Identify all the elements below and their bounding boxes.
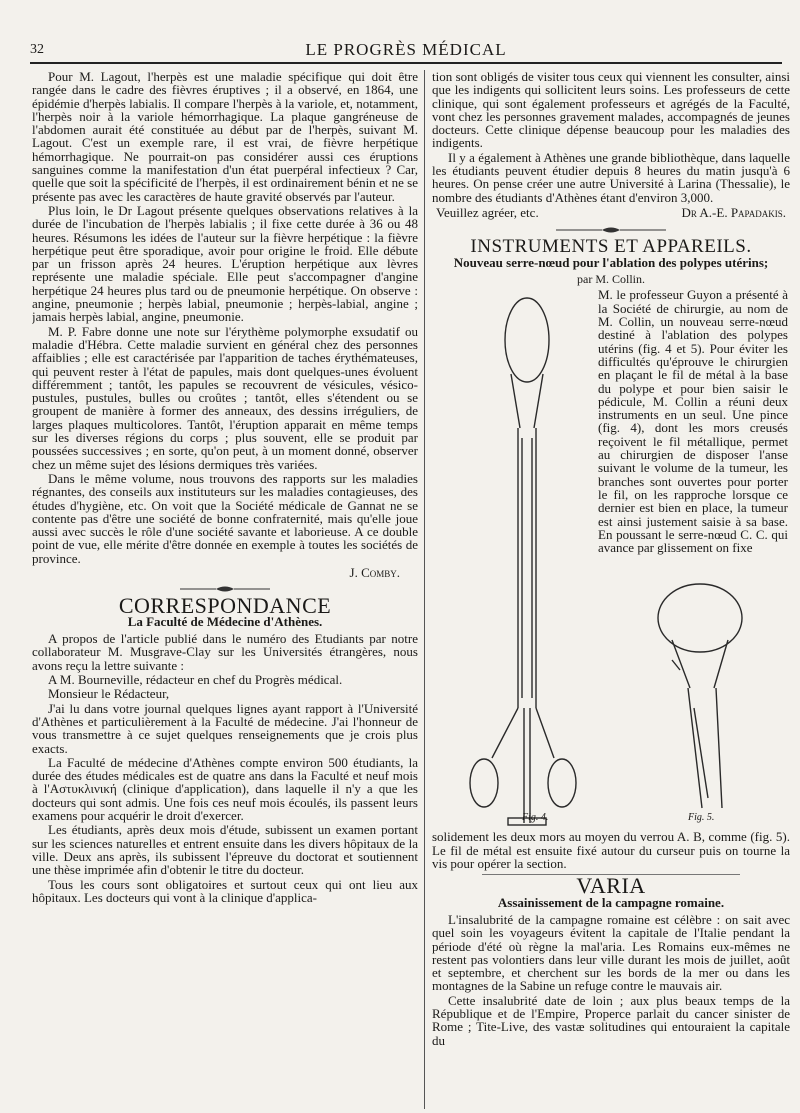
right-column (432, 70, 790, 1109)
paragraph: Pour M. Lagout, l'herpès est une maladie spécifique qui doit être rangée dans le cadre des fièvres éruptives ; il a observé, en 1864, une épidémie d'herpès labialis. Il compare l'herpès à la variole, et, notamment, l'herpès noir à la variole hémorrhagique. La plaque gangréneuse de l'abdomen aurait été constituée au début par de l'herpès, suivant M. Lagout. C'est un exemple rare, il est vrai, de fièvre herpétique hémorrhagique. Ne pourrait-on pas considérer aussi ces éruptions sanguines comme la manifestation d'un état puerpéral infectieux ? Car, quelle que soit la spécificité de l'herpès, il est ordinairement bénin et ne se présente pas avec les caractères de haute gravité observés par l'auteur. (32, 70, 418, 204)
figure-4-forceps (470, 298, 576, 825)
ornament-divider (432, 223, 790, 236)
column-divider (424, 70, 425, 1109)
paragraph: Tous les cours sont obligatoires et surtout ceux qui ont lieu aux hôpitaux. Les docteurs qui vont à la clinique d'applica- (32, 876, 418, 905)
article-title: La Faculté de Médecine d'Athènes. (127, 613, 323, 629)
author-signature: J. Comby. (349, 564, 400, 580)
letter-closing (436, 206, 786, 219)
paragraph: M. P. Fabre donne une note sur l'érythème polymorphe exsudatif ou maladie d'Hébra. Cette maladie survient en général chez des personnes affaiblies ; elle est caractérisée par l'apparition de taches érythémateuses, qui peuvent rester à l'état de papules, mais dont quelques-unes évoluent différemment ; tantôt, les papules se recouvrent de vésicules, vésico-pustules, pustules, bulles ou croûtes ; tantôt, elles s'étendent ou se groupent de manière à former des anneaux, des dessins irréguliers, de larges plaques multicolores. Tantôt, l'éruption apparait en même temps sur les diverses régions du corps ; plus souvent, elle se produit par poussées successives ; en sorte, qu'on peut, à un moment donné, observer chez un même sujet des lésions dermiques très variées. (32, 323, 418, 472)
paragraph: A M. Bourneville, rédacteur en chef du Progrès médical. (48, 672, 343, 688)
paragraph: Dans le même volume, nous trouvons des rapports sur les maladies régnantes, des conseils aux instituteurs sur les maladies contagieuses, des études d'hygiène, etc. On voit que la Société médicale de Gannat ne se contente pas d'être une société de bonne confraternité, mais qu'elle joue aussi avec succès le rôle d'une société savante et laborieuse. A ce double point de vue, elle mérite d'être donnée en exemple à toutes les sociétés de province. (32, 470, 418, 566)
section-title-correspondance: CORRESPONDANCE (118, 592, 332, 618)
paragraph: M. le professeur Guyon a présenté à la Société de chirurgie, au nom de M. Collin, un nouveau serre-nœud destiné à l'ablation des polypes utérins (fig. 4 et 5). Pour éviter les difficultés qu'éprouve le chirurgien en plaçant le fil de métal à la base du polype et pour bien saisir le pédicule, M. Collin a réuni deux instruments en un seul. Une pince (fig. 4), dont les mors creusés reçoivent le fil métallique, permet au chirurgien de disposer l'anse suivant le volume de la tumeur, les branches sont ouvertes pour porter le fil, on les rapproche lorsque ce dernier est bien en place, la tumeur est ainsi justement saisie à sa base. En poussant le serre-nœud C. C. qui avance par glissement on fixe (598, 287, 788, 556)
paragraph: Il y a également à Athènes une grande bibliothèque, dans laquelle les étudiants peuvent étudier depuis 8 heures du matin jusqu'à 6 heures. On pense créer une autre Université à Larina (Thessalie), le nombre des étudiants d'Athènes étant d'environ 3,000. (432, 149, 790, 205)
page-number: 32 (30, 42, 44, 57)
article-title: Assainissement de la campagne romaine. (497, 894, 725, 910)
paragraph: La Faculté de médecine d'Athènes compte environ 500 étudiants, la durée des études médicales est de quatre ans dans la Faculté et neuf mois à l'Αστυκλινική (clinique d'application), dans laquelle il n'y a que les docteurs qui sont admis. Une fois ces neuf mois écoulés, ils passent leurs examens pour acquérir le droit d'exercer. (32, 754, 418, 824)
closing-text: Veuillez agréer, etc. (436, 204, 539, 220)
paragraph: Cette insalubrité date de loin ; aux plus beaux temps de la République et de l'Empire, Properce parlait du cancer sinister de Rome ; Tite-Live, des vastæ solitudines qui entouraient la capitale du (432, 992, 790, 1048)
header-rule (30, 62, 782, 64)
paragraph: tion sont obligés de visiter tous ceux qui viennent les consulter, ainsi que les indigents qui sollicitent leurs soins. Les professeurs de cette clinique, qui sont également professeurs et agrégés de la Faculté, vont chez les personnes gravement malades, accompagnés de jeunes docteurs. Cette clinique dépense beaucoup pour les maladies des indigents. (432, 70, 790, 151)
paragraph: solidement les deux mors au moyen du verrou A. B, comme (fig. 5). Le fil de métal est ensuite fixé autour du curseur puis on tourne la vis pour opérer la section. (432, 829, 790, 872)
paragraph: A propos de l'article publié dans le numéro des Etudiants par notre collaborateur M. Musgrave-Clay sur les Universités étrangères, nous avons reçu la lettre suivante : (32, 631, 418, 673)
paragraph: J'ai lu dans votre journal quelques lignes ayant rapport à l'Université d'Athènes et particulièrement à la Faculté de médecine. J'ai l'honneur de vous transmettre à ce sujet quelques renseignements que je crois plus exacts. (32, 700, 418, 756)
author-signature: Dr A.-E. Papadakis. (681, 204, 786, 220)
figure-block (432, 288, 790, 830)
left-column (32, 70, 418, 1109)
section-title-varia: VARIA (576, 873, 646, 899)
paragraph: Plus loin, le Dr Lagout présente quelques observations relatives à la durée de l'incubation de l'herpès labialis ; il fixe cette durée à 36 ou 48 heures. Résumons les idées de l'auteur sur la fièvre herpétique : la fièvre herpétique peut être sporadique, avoir pour origine le froid. Elle débute par un frisson après 24 heures. L'éruption herpétique aux lèvres représente une maladie spéciale. Elle peut s'accompagner d'angine herpétique 24 heures plus tard ou de pneumonie herpétique. On observe : angine, pneumonie ; herpès labial, pneumonie ; herpès-labial, angine ; jamais herpès labial, angine, pneumonie. (32, 202, 418, 325)
figure-5-caption: Fig. 5. (688, 812, 715, 824)
article-title: Nouveau serre-nœud pour l'ablation des polypes utérins; (453, 254, 769, 270)
page-header (30, 38, 782, 62)
journal-title: LE PROGRÈS MÉDICAL (305, 40, 507, 59)
figure-5-forceps (658, 584, 742, 808)
paragraph: Les étudiants, après deux mois d'étude, subissent un examen portant sur les sciences naturelles et entrent ensuite dans les divers hôpitaux de la ville. Deux ans après, ils subissent l'épreuve du doctorat et soutiennent une thèse imprimée afin d'obtenir le titre du docteur. (32, 822, 418, 878)
article-byline: par M. Collin. (577, 272, 645, 287)
paragraph: L'insalubrité de la campagne romaine est célèbre : on sait avec quel soin les voyageurs évitent la capitale de l'Italie pendant la période d'été où règne la mal'aria. Les Romains eux-mêmes ne restent pas volontiers dans leur ville durant les mois de juillet, août et septembre, et cherchent sur les bords de la mer ou dans les montagnes de la Sabine un refuge contre le mauvais air. (432, 911, 790, 994)
paragraph: Monsieur le Rédacteur, (48, 686, 170, 702)
section-title-instruments: INSTRUMENTS ET APPAREILS. (470, 235, 752, 257)
figure-4-caption: Fig. 4. (522, 812, 549, 824)
